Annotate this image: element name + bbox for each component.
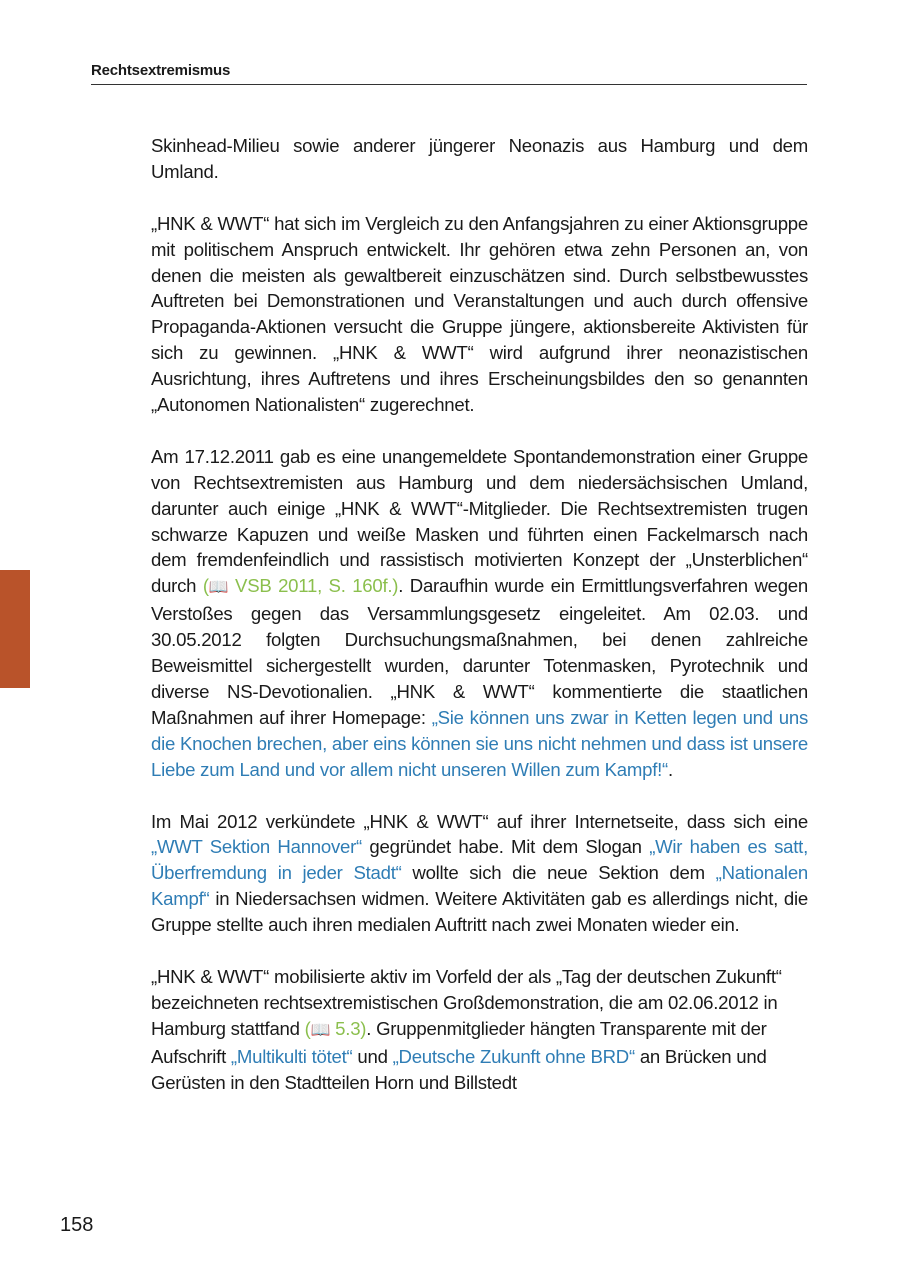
quote-multikulti: „Multikulti tötet“ (230, 1045, 353, 1067)
reference-text: 5.3) (330, 1017, 367, 1039)
reference-5-3[interactable] (305, 1018, 367, 1039)
quote-deutsche-zukunft: „Deutsche Zukunft ohne BRD“ (392, 1045, 635, 1067)
main-text (151, 133, 808, 1121)
paragraph-4-text-4: in Niedersachsen widmen. Weitere Aktivitäten gab es allerdings nicht, die Gruppe stellte auch ihren medialen Auftritt nach zwei Monaten wieder ein. (151, 888, 808, 936)
paragraph-2 (151, 211, 808, 418)
quote-wwt-sektion-hannover: „WWT Sektion Hannover“ (151, 836, 362, 858)
paragraph-5-text-2: . Gruppenmitglieder hängten Transparente mit der Aufschrift (151, 1017, 767, 1067)
paragraph-4-text-1: Im Mai 2012 verkündete „HNK & WWT“ auf ihrer Internetseite, dass sich eine (151, 810, 808, 832)
paragraph-3-text-1: Am 17.12.2011 gab es eine unangemeldete Spontandemonstration einer Gruppe von Rechtsextremisten aus Hamburg und dem niedersächsischen Umland, darunter auch einige „HNK & WWT“-Mitglieder. Die Rechtsextremisten trugen schwarze Kapuzen und weiße Masken und führten einen Fackelmarsch nach dem fremdenfeindlich und rassistisch motivierten Konzept der „Unsterblichen“ durch (151, 445, 808, 597)
reference-vsb-2011[interactable] (203, 575, 398, 596)
book-icon: 📖 (208, 579, 229, 597)
page-number: 158 (60, 1214, 94, 1236)
paragraph-4 (151, 809, 808, 939)
quote-slogan: „Wir haben es satt, Überfremdung in jeder Stadt“ (151, 836, 809, 884)
running-header: Rechtsextremismus (91, 62, 807, 85)
paragraph-4-text-2: gegründet habe. Mit dem Slogan (362, 836, 650, 858)
paragraph-2-text: „HNK & WWT“ hat sich im Vergleich zu den Anfangsjahren zu einer Aktionsgruppe mit politischem Anspruch entwickelt. Ihr gehören etwa zehn Personen an, von denen die meisten als gewaltbereit einzuschätzen sind. Durch selbstbewusstes Auftreten bei Demonstrationen und Veranstaltungen und auch durch offensive Propaganda-Aktionen versucht die Gruppe jüngere, aktionsbereite Aktivisten für sich zu gewinnen. „HNK & WWT“ wird aufgrund ihrer neonazistischen Ausrichtung, ihres Auftretens und ihres Erscheinungsbildes den so genannten „Autonomen Nationalisten“ zugerechnet. (151, 212, 808, 416)
paragraph-5 (151, 964, 808, 1096)
reference-open-paren: ( (304, 1017, 311, 1039)
reference-open-paren: ( (202, 575, 209, 597)
paragraph-1-text: Skinhead-Milieu sowie anderer jüngerer Neonazis aus Hamburg und dem Umland. (151, 135, 808, 182)
paragraph-1 (151, 133, 808, 185)
paragraph-5-text-1: „HNK & WWT“ mobilisierte aktiv im Vorfeld der als „Tag der deutschen Zukunft“ bezeichneten rechtsextremistischen Großdemonstration, die am 02.06.2012 in Hamburg stattfand (151, 965, 782, 1039)
paragraph-4-text-3: wollte sich die neue Sektion dem (401, 862, 716, 884)
chapter-tab-marker (0, 570, 30, 688)
homepage-quote: „Sie können uns zwar in Ketten legen und uns die Knochen brechen, aber eins können sie uns nicht nehmen und dass ist unsere Liebe zum Land und vor allem nicht unseren Willen zum Kampf!“ (151, 706, 809, 780)
paragraph-5-text-3: und (352, 1045, 393, 1067)
paragraph-3 (151, 444, 808, 783)
paragraph-3-text-3: . (668, 758, 673, 780)
paragraph-5-text-4: an Brücken und Gerüsten in den Stadtteilen Horn und Billstedt (151, 1045, 767, 1093)
paragraph-3-text-2: . Daraufhin wurde ein Ermittlungsverfahren wegen Verstoßes gegen das Versammlungsgesetz eingeleitet. Am 02.03. und 30.05.2012 folgten Durchsuchungsmaßnahmen, bei denen zahlreiche Beweismittel sichergestellt wurden, darunter Totenmasken, Pyrotechnik und diverse NS-Devotionalien. „HNK & WWT“ kommentierte die staatlichen Maßnahmen auf ihrer Homepage: (151, 575, 808, 728)
quote-nationalen-kampf: „Nationalen Kampf“ (151, 862, 808, 910)
reference-text: VSB 2011, S. 160f.) (228, 575, 399, 597)
book-icon: 📖 (310, 1021, 331, 1039)
